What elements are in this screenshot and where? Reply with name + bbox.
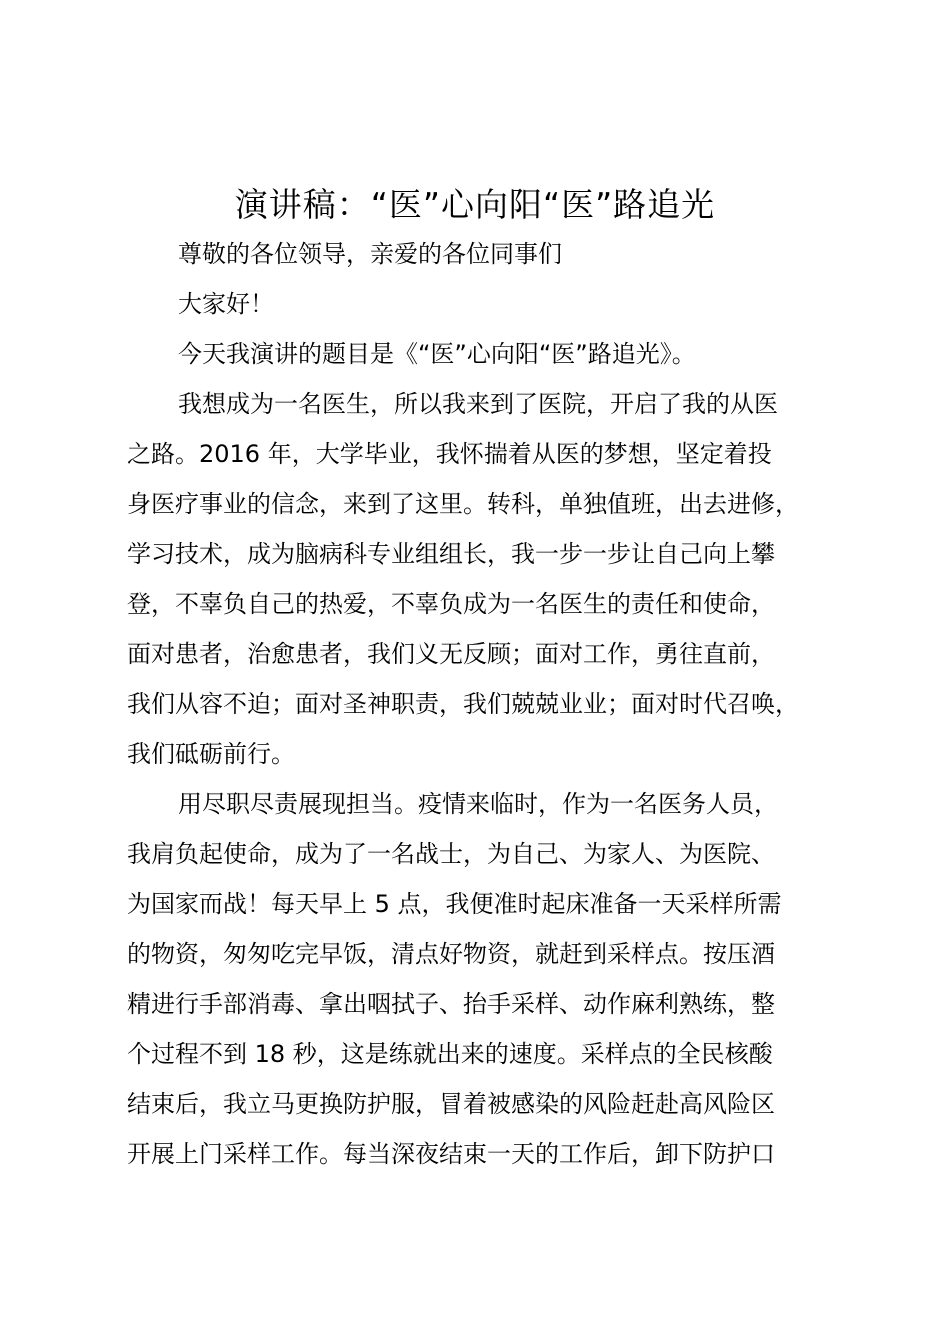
text-line: 为国家而战！每天早上 5 点，我便准时起床准备一天采样所需 <box>127 890 782 918</box>
text-line: 我肩负起使命，成为了一名战士，为自己、为家人、为医院、 <box>127 840 775 868</box>
text-line: 登，不辜负自己的热爱，不辜负成为一名医生的责任和使命， <box>127 590 775 618</box>
text-line: 我们从容不迫；面对圣神职责，我们兢兢业业；面对时代召唤， <box>127 690 799 718</box>
paragraph-duty <box>127 779 862 1179</box>
text-line: 身医疗事业的信念，来到了这里。转科，单独值班，出去进修， <box>127 490 799 518</box>
document-body <box>127 229 862 1179</box>
paragraph-topic <box>127 329 862 379</box>
paragraph-greeting <box>127 229 862 279</box>
text-line: 个过程不到 18 秒，这是练就出来的速度。采样点的全民核酸 <box>127 1040 773 1068</box>
text-line: 用尽职尽责展现担当。疫情来临时，作为一名医务人员， <box>178 790 778 818</box>
text-line: 的物资，匆匆吃完早饭，清点好物资，就赶到采样点。按压酒 <box>127 940 775 968</box>
text-line: 尊敬的各位领导，亲爱的各位同事们 <box>178 240 562 268</box>
paragraph-career <box>127 379 862 779</box>
text-line: 精进行手部消毒、拿出咽拭子、抬手采样、动作麻利熟练，整 <box>127 990 775 1018</box>
text-line: 之路。2016 年，大学毕业，我怀揣着从医的梦想，坚定着投 <box>127 440 772 468</box>
text-line: 面对患者，治愈患者，我们义无反顾；面对工作，勇往直前， <box>127 640 775 668</box>
text-line: 我们砥砺前行。 <box>127 740 295 768</box>
text-line: 我想成为一名医生，所以我来到了医院，开启了我的从医 <box>178 390 778 418</box>
text-line: 大家好！ <box>178 290 274 318</box>
document-title: 演讲稿：“医”心向阳“医”路追光 <box>234 185 716 224</box>
paragraph-hello <box>127 279 862 329</box>
text-line: 结束后，我立马更换防护服，冒着被感染的风险赶赴高风险区 <box>127 1090 775 1118</box>
text-line: 学习技术，成为脑病科专业组组长，我一步一步让自己向上攀 <box>127 540 775 568</box>
text-line: 开展上门采样工作。每当深夜结束一天的工作后，卸下防护口 <box>127 1140 775 1168</box>
text-line: 今天我演讲的题目是《“医”心向阳“医”路追光》。 <box>178 340 696 368</box>
